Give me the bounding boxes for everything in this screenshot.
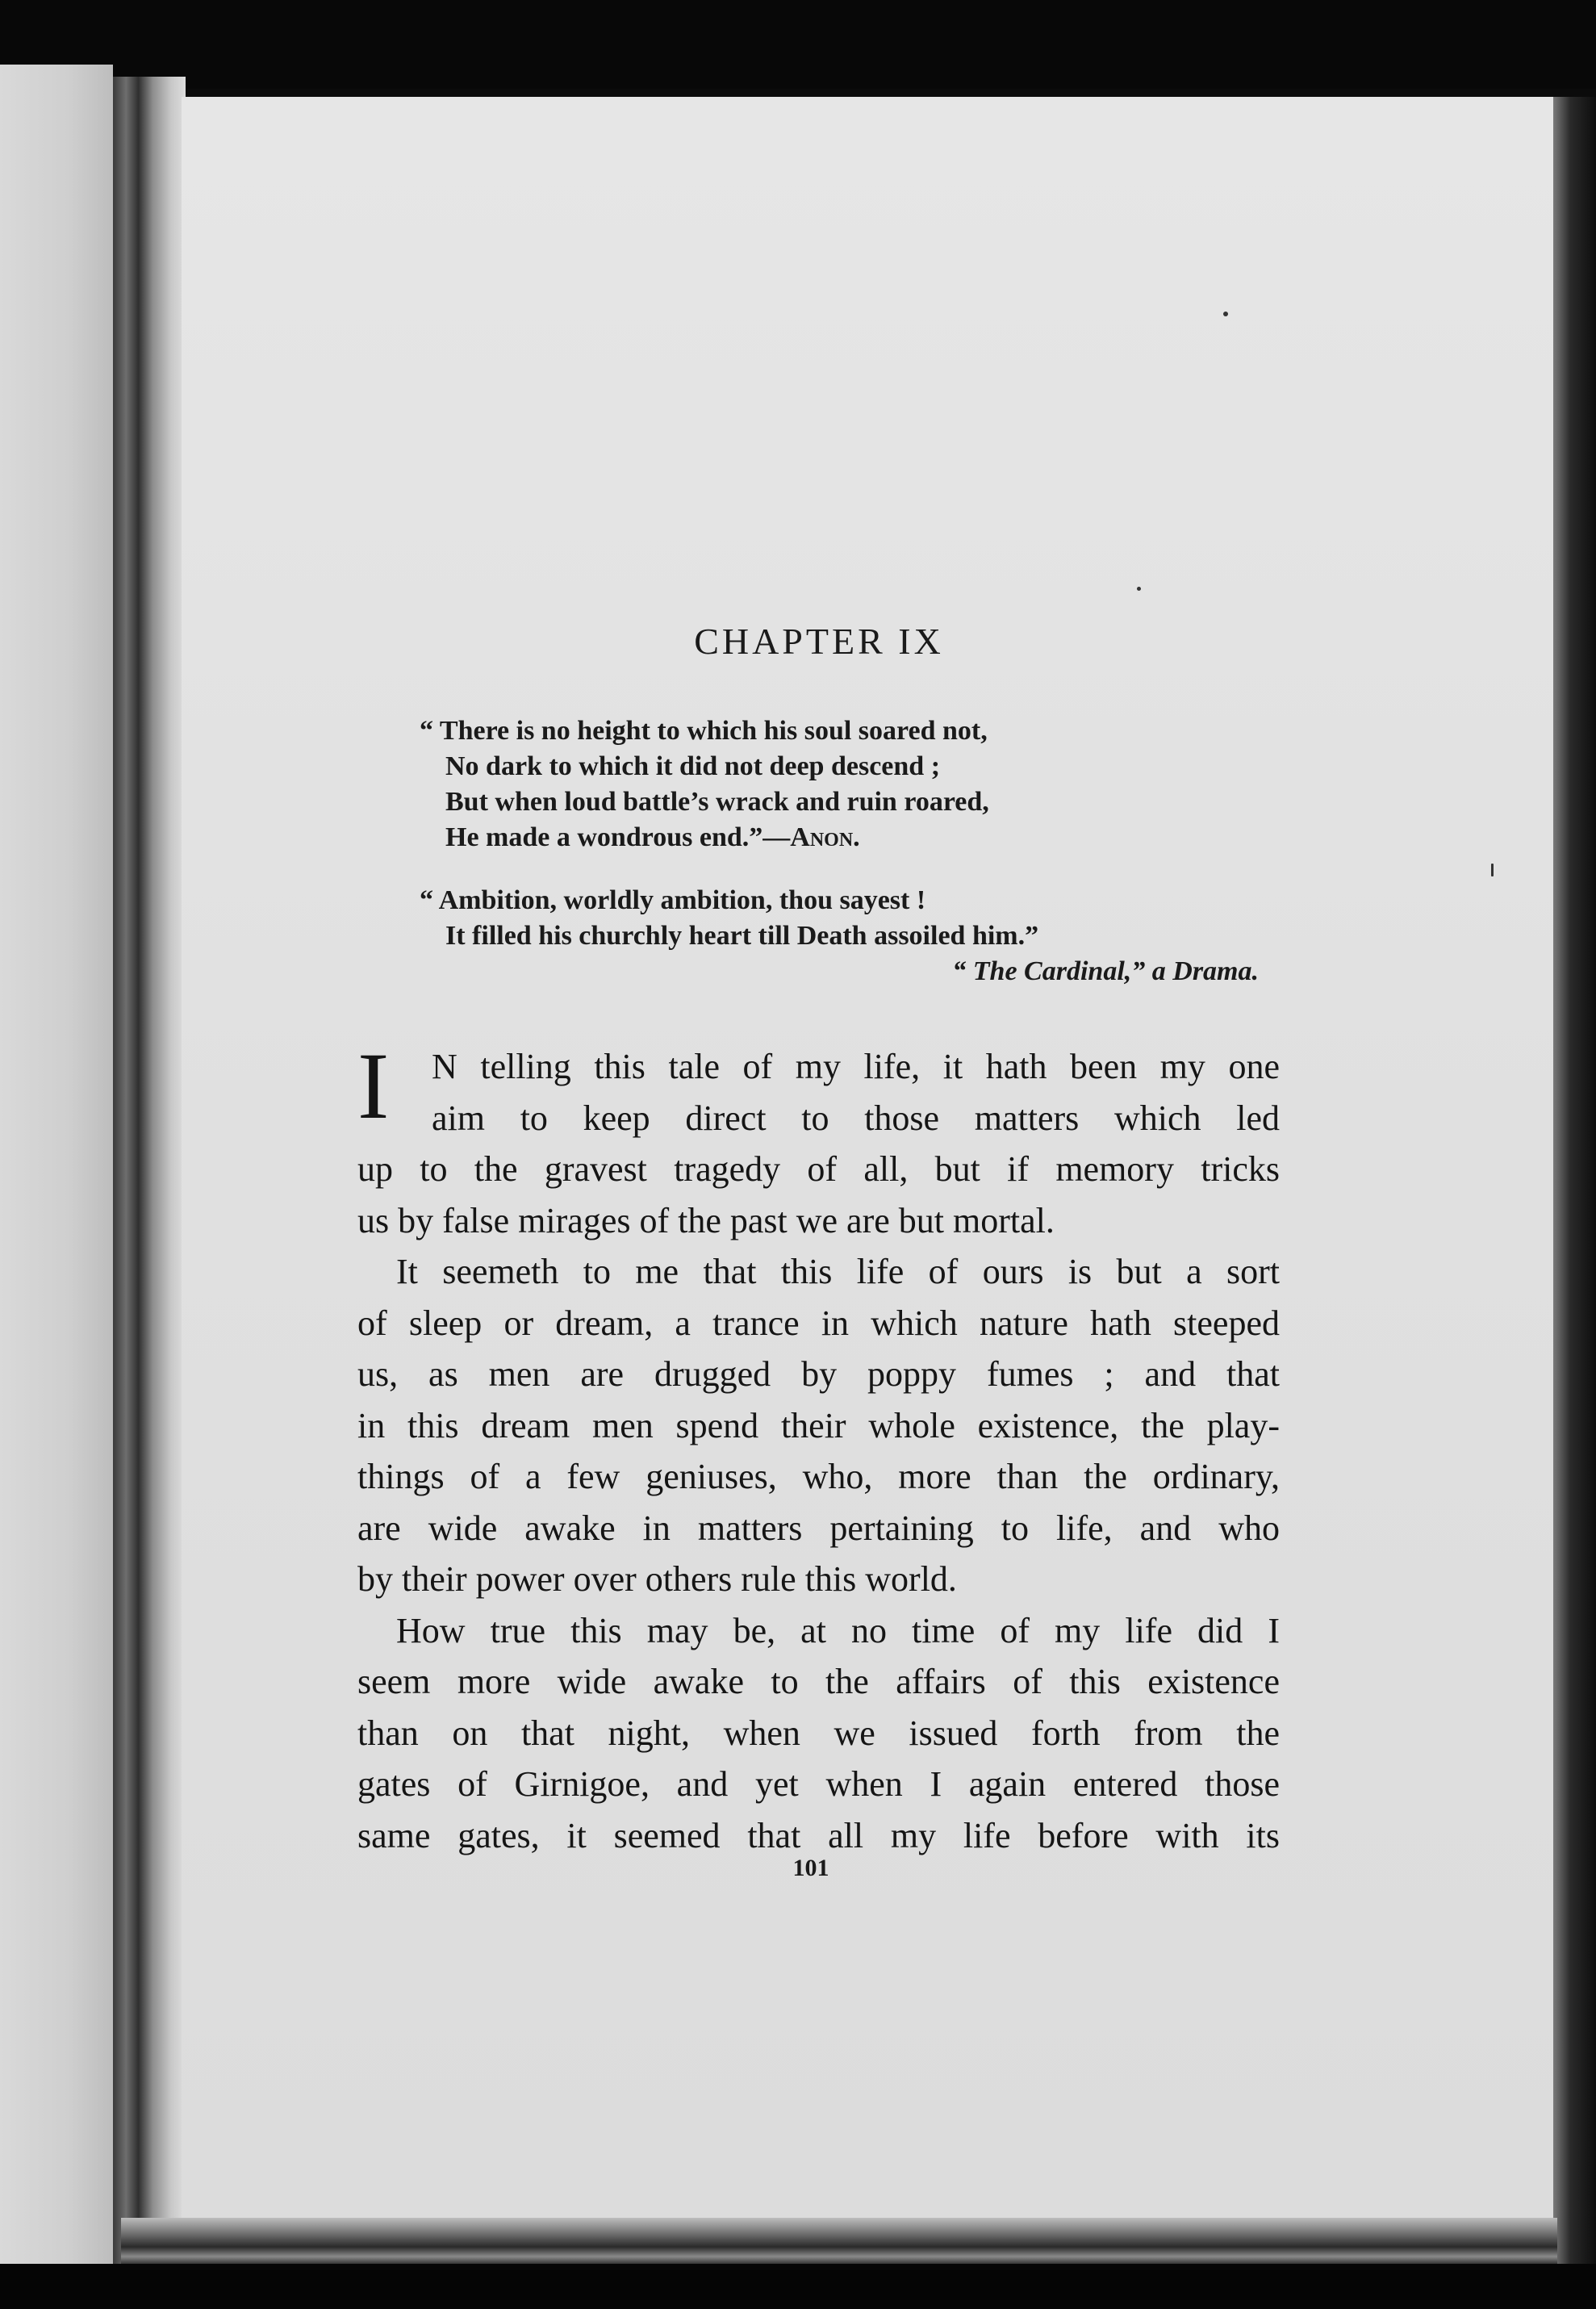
- scan-speck: [1491, 864, 1494, 876]
- drop-cap: I: [357, 1033, 390, 1139]
- scan-bottom-border: [0, 2264, 1596, 2309]
- text-line: seem more wide awake to the affairs of this existence: [357, 1662, 1280, 1701]
- text-line: How true this may be, at no time of my life did I: [396, 1610, 1280, 1650]
- text-line: gates of Girnigoe, and yet when I again entered those: [357, 1764, 1280, 1804]
- book-gutter-shadow: [113, 77, 186, 2276]
- epigraph-source: “ The Cardinal,” a Drama.: [952, 956, 1259, 986]
- epigraph-quote: [420, 883, 1259, 989]
- chapter-body: [357, 1033, 1280, 1861]
- text-line: by their power over others rule this world.: [357, 1559, 957, 1599]
- epigraph-line: “ There is no height to which his soul soared not,: [420, 716, 988, 746]
- text-line: up to the gravest tragedy of all, but if memory tricks: [357, 1149, 1280, 1189]
- scan-speck: [1137, 587, 1141, 591]
- facing-page-edge: [0, 65, 113, 2276]
- epigraph-line: No dark to which it did not deep descend ;: [445, 751, 941, 781]
- text-line: are wide awake in matters pertaining to life, and who: [357, 1508, 1280, 1548]
- text-line: in this dream men spend their whole existence, the play-: [357, 1405, 1280, 1445]
- epigraph-verse: [420, 713, 1259, 855]
- text-line: than on that night, when we issued forth from the: [357, 1713, 1280, 1753]
- text-line: us, as men are drugged by poppy fumes ; and that: [357, 1354, 1280, 1394]
- scan-top-border: [0, 0, 1596, 89]
- epigraph-author: Anon.: [790, 822, 860, 852]
- text-line: It seemeth to me that this life of ours is but a sort: [396, 1252, 1280, 1291]
- epigraph-line: [420, 820, 1259, 855]
- text-line: of sleep or dream, a trance in which nature hath steeped: [357, 1303, 1280, 1343]
- page-bottom-edge: [121, 2218, 1557, 2266]
- text-line: things of a few geniuses, who, more than the ordinary,: [357, 1457, 1280, 1496]
- page-right-shadow: [1553, 97, 1596, 2276]
- text-line: aim to keep direct to those matters which led: [432, 1098, 1280, 1138]
- chapter-title: CHAPTER IX: [694, 621, 944, 662]
- epigraph-line-text: He made a wondrous end.”—: [445, 822, 791, 852]
- epigraph-line: It filled his churchly heart till Death assoiled him.”: [445, 921, 1039, 951]
- text-line: us by false mirages of the past we are but mortal.: [357, 1200, 1055, 1240]
- epigraph-line: But when loud battle’s wrack and ruin roared,: [445, 787, 989, 817]
- text-line: N telling this tale of my life, it hath been my one: [432, 1047, 1280, 1086]
- text-line: same gates, it seemed that all my life before with its: [357, 1815, 1280, 1855]
- scan-speck: [1223, 312, 1228, 316]
- page-number: 101: [792, 1855, 829, 1881]
- epigraph-line: “ Ambition, worldly ambition, thou sayest !: [420, 885, 926, 915]
